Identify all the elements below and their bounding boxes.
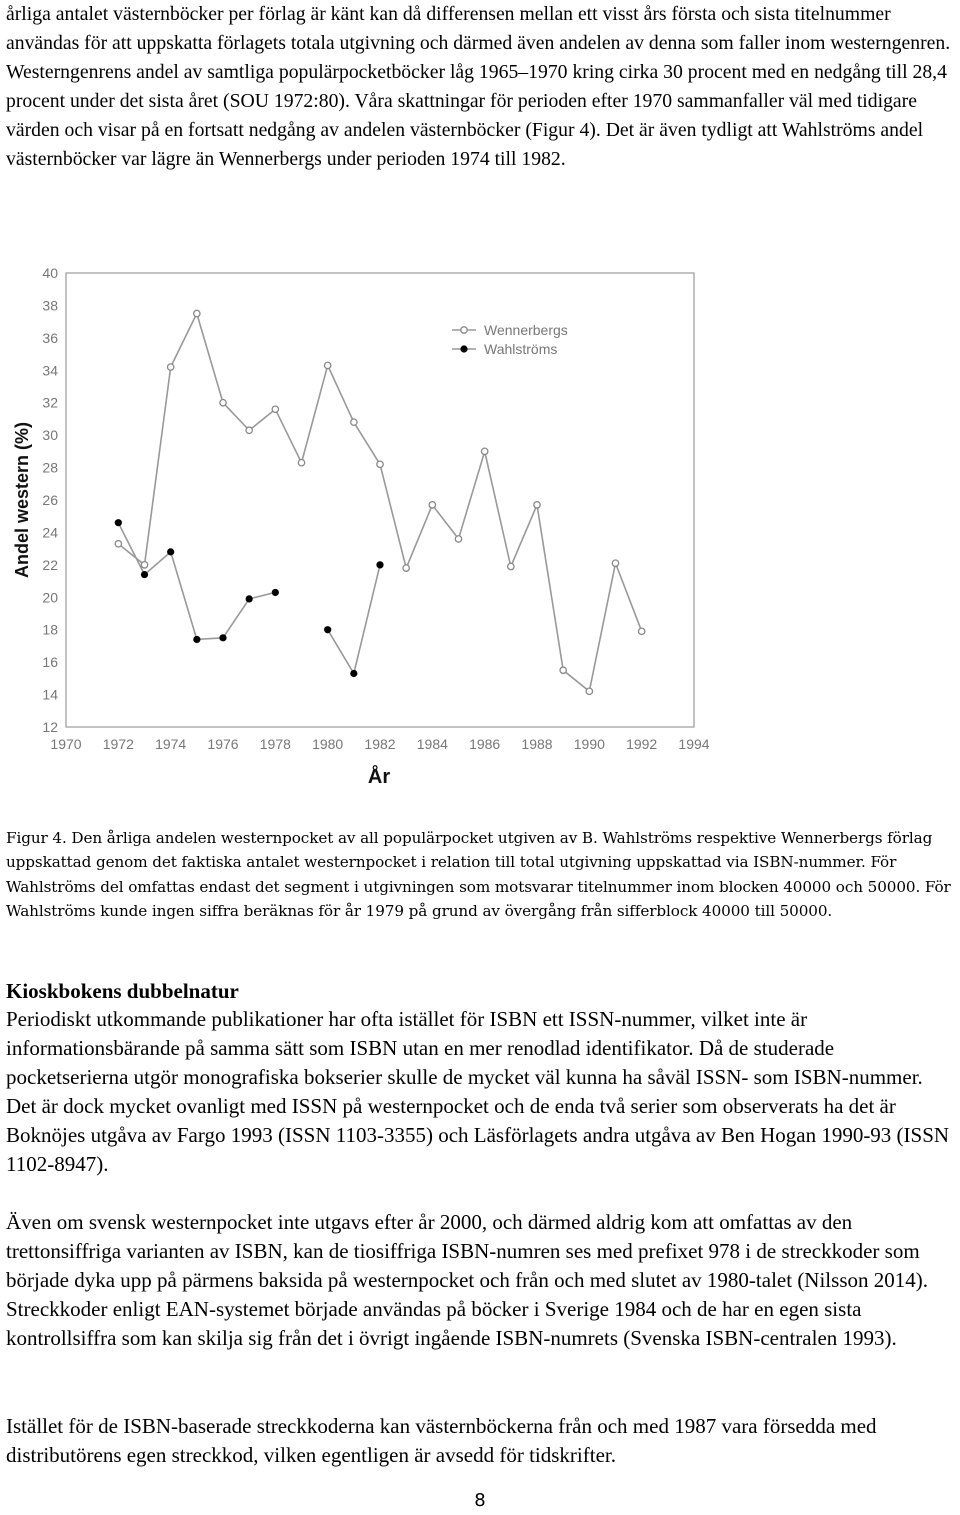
x-axis-label: År [367,766,391,788]
x-tick-label: 1976 [207,736,239,752]
point-wahlstroms [141,571,148,578]
y-tick-label: 16 [42,654,58,671]
x-tick-label: 1978 [259,736,291,752]
y-tick-label: 34 [42,362,58,379]
point-wennerbergs [194,310,200,316]
body-paragraph-2: Även om svensk westernpocket inte utgavs efter år 2000, och därmed aldrig kom att omfattas av den trettonsiffriga varianten av ISBN, kan de tiosiffriga ISBN-numren ses med prefixet 978 i de streckkoder som började dyka upp på pärmens baksida på westernpocket och från och med slutet av 1980-talet (Nilsson 2014). Streckkoder enligt EAN-systemet började användas på böcker i Sverige 1984 och de har en egen sista kontrollsiffra som kan skilja sig från det i övrigt ingående ISBN-numrets (Svenska ISBN-centralen 1993). [6,1210,928,1350]
y-tick-label: 36 [42,329,58,346]
x-tick-label: 1982 [364,736,396,752]
point-wennerbergs [377,461,383,467]
point-wennerbergs [534,502,540,508]
legend-label-wahlstroms: Wahlströms [484,341,558,357]
point-wahlstroms [193,636,200,643]
section-heading: Kioskbokens dubbelnatur [6,979,239,1003]
y-tick-label: 22 [42,556,58,573]
point-wahlstroms [376,561,383,568]
point-wennerbergs [429,502,435,508]
point-wennerbergs [351,419,357,425]
point-wahlstroms [115,519,122,526]
point-wahlstroms [272,589,279,596]
y-tick-label: 30 [42,427,58,444]
page-number: 8 [474,1490,486,1511]
y-tick-label: 12 [42,719,58,735]
legend-marker-wennerbergs [461,327,467,333]
point-wennerbergs [324,362,330,368]
y-tick-label: 20 [42,589,58,606]
figure-4-chart [6,255,718,795]
y-tick-label: 18 [42,621,58,638]
legend-marker-wahlstroms [460,345,467,352]
x-tick-label: 1974 [155,736,187,752]
point-wennerbergs [167,364,173,370]
y-tick-label: 26 [42,492,58,508]
point-wennerbergs [246,427,252,433]
point-wennerbergs [455,536,461,542]
point-wennerbergs [220,400,226,406]
point-wennerbergs [298,460,304,466]
point-wennerbergs [272,406,278,412]
figure-caption [6,826,958,924]
x-tick-label: 1984 [416,736,448,752]
point-wahlstroms [219,634,226,641]
point-wennerbergs [586,688,592,694]
point-wennerbergs [141,562,147,568]
y-tick-label: 40 [42,265,58,281]
intro-paragraph: årliga antalet västernböcker per förlag är känt kan då differensen mellan ett visst års första och sista titelnummer användas för att uppskatta förlagets totala utgivning och därmed även andelen av denna som faller inom westerngenren. Westerngenrens andel av samtliga populärpocketböcker låg 1965–1970 kring cirka 30 procent med en nedgång till 28,4 procent under det sista året (SOU 1972:80). Våra skattningar för perioden efter 1970 sammanfaller väl med tidigare värden och visar på en fortsatt nedgång av andelen västernböcker (Figur 4). Det är även tydligt att Wahlströms andel västernböcker var lägre än Wennerbergs under perioden 1974 till 1982. [6,3,951,170]
point-wennerbergs [403,565,409,571]
caption-text: Den årliga andelen westernpocket av all populärpocket utgiven av B. Wahlströms respektive Wennerbergs förlag uppskattad genom det faktiska antalet westernpocket i relation till total utgivning uppskattad via ISBN-nummer. För Wahlströms del omfattas endast det segment i utgivningen som motsvarar titelnummer inom blocken 40000 och 50000. För Wahlströms kunde ingen siffra beräknas för år 1979 på grund av övergång från sifferblock 40000 till 50000. [6,829,951,921]
point-wennerbergs [560,667,566,673]
y-tick-label: 32 [42,394,58,411]
x-tick-label: 1992 [626,736,658,752]
x-tick-label: 1972 [102,736,134,752]
point-wennerbergs [115,541,121,547]
point-wennerbergs [638,628,644,634]
x-tick-label: 1986 [469,736,501,752]
x-tick-label: 1994 [678,736,710,752]
plot-frame [66,273,694,727]
y-tick-label: 24 [42,524,58,541]
x-tick-label: 1970 [50,736,82,752]
point-wennerbergs [508,563,514,569]
legend-label-wennerbergs: Wennerbergs [484,322,568,338]
x-tick-label: 1990 [573,736,605,752]
body-paragraph-1: Periodiskt utkommande publikationer har ofta istället för ISBN ett ISSN-nummer, vilket inte är informationsbärande på samma sätt som ISBN utan en mer renodlad identifikator. Då de studerade pocketserierna utgör monografiska bokserier skulle de mycket väl kunna ha såväl ISSN- som ISBN-nummer. Det är dock mycket ovanligt med ISSN på westernpocket och de enda två serier som observerats ha det är Boknöjes utgåva av Fargo 1993 (ISSN 1103-3355) och Läsförlagets andra utgåva av Ben Hogan 1990-93 (ISSN 1102-8947). [6,1007,950,1176]
point-wahlstroms [324,626,331,633]
body-paragraph-3: Istället för de ISBN-baserade streckkoderna kan västernböckerna från och med 1987 vara försedda med distributörens egen streckkod, vilken egentligen är avsedd för tidskrifter. [6,1414,877,1467]
point-wennerbergs [481,448,487,454]
y-tick-label: 14 [42,686,58,703]
point-wahlstroms [167,548,174,555]
point-wahlstroms [350,670,357,677]
caption-label: Figur 4. [6,829,67,847]
y-tick-label: 38 [42,297,58,314]
x-tick-label: 1980 [312,736,344,752]
point-wahlstroms [246,595,253,602]
y-tick-label: 28 [42,459,58,476]
x-tick-label: 1988 [521,736,553,752]
line-chart [6,255,718,795]
y-axis-label: Andel western (%) [12,421,32,579]
point-wennerbergs [612,560,618,566]
